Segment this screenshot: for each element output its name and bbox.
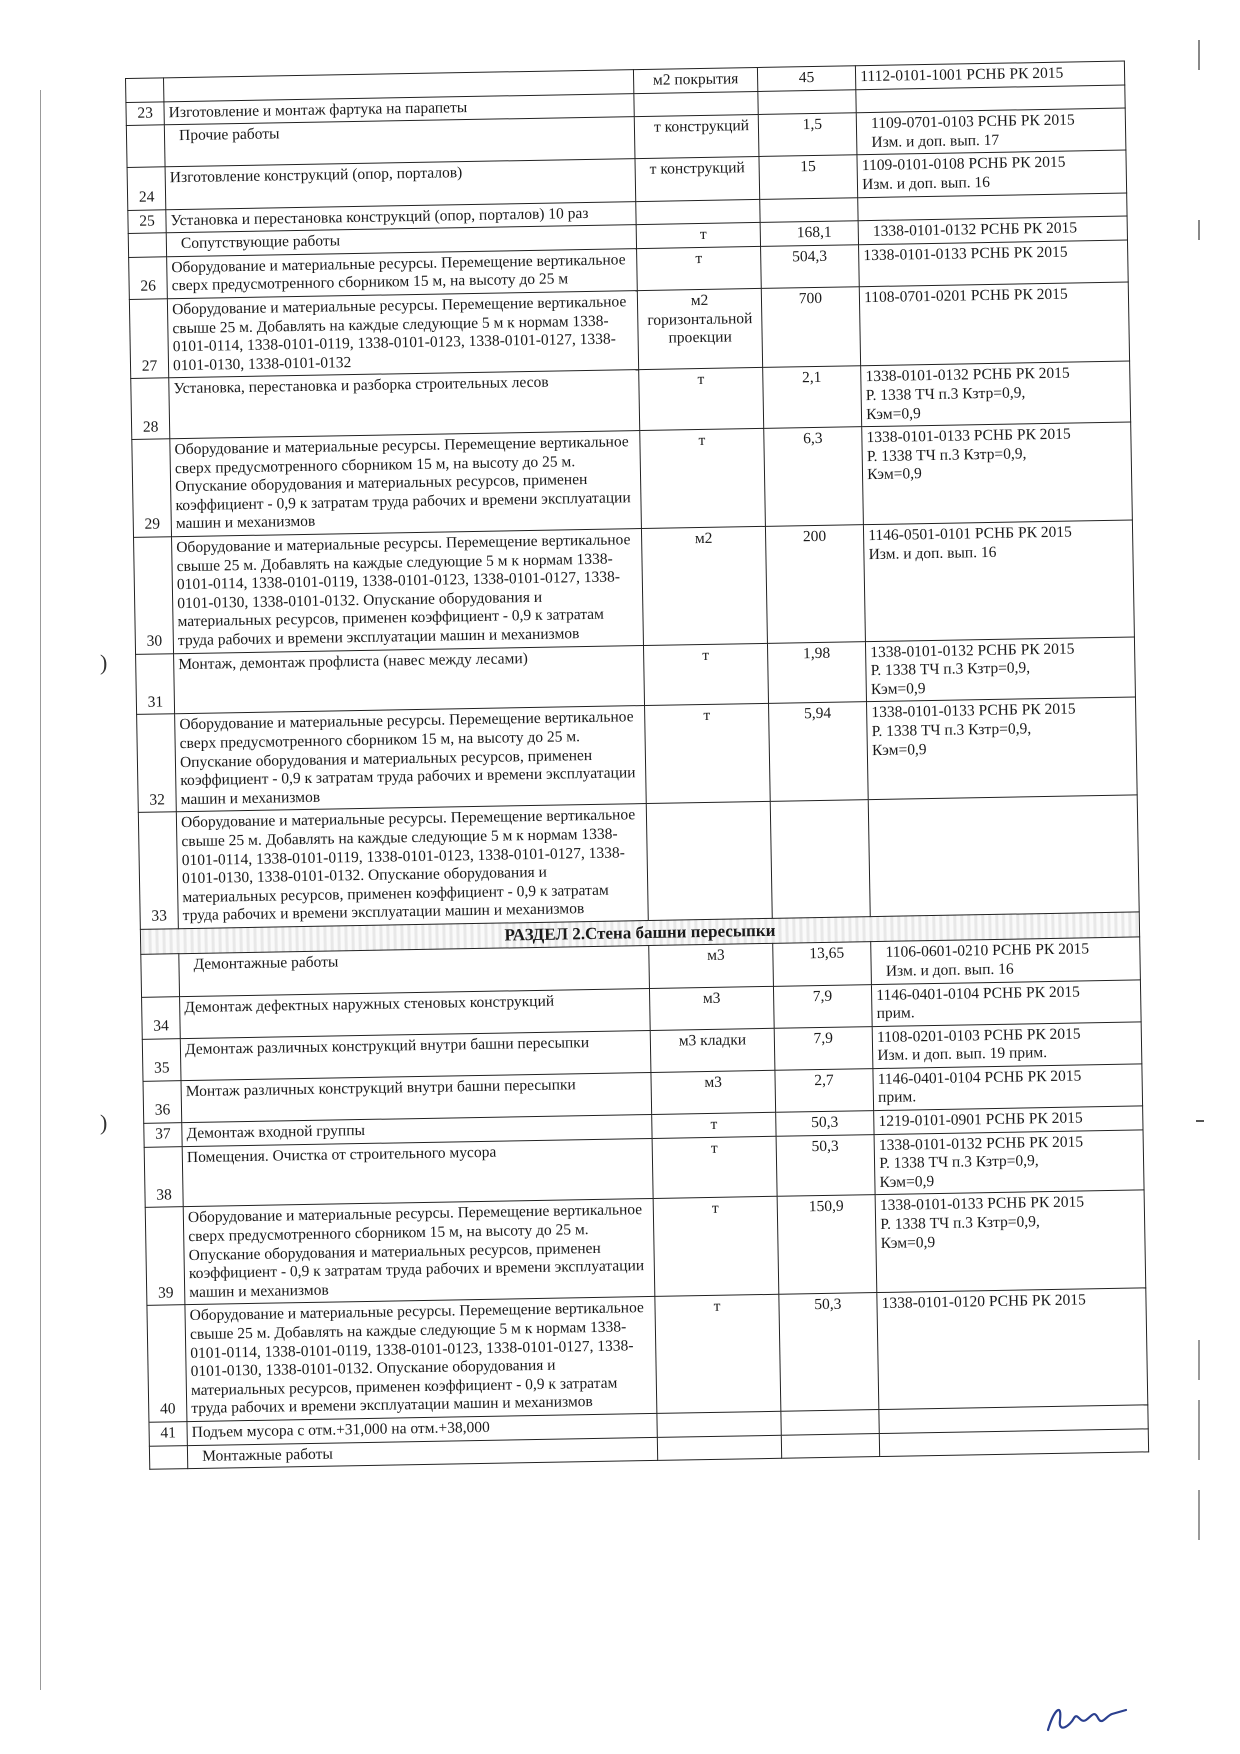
norm-code-line: Кэм=0,9 xyxy=(871,740,927,759)
quantity-cell: 15 xyxy=(759,155,858,199)
norm-code-line: 1338-0101-0133 РСНБ РК 2015 xyxy=(879,1193,1085,1215)
row-number xyxy=(141,954,180,997)
norm-code-cell xyxy=(874,1130,1144,1195)
norm-code-line: Кэм=0,9 xyxy=(879,1172,935,1191)
norm-code-line: 1338-0101-0132 РСНБ РК 2015 xyxy=(872,219,1078,241)
quantity-cell: 2,7 xyxy=(775,1068,874,1112)
table-row xyxy=(147,1288,1148,1422)
row-number xyxy=(149,1445,187,1469)
work-name: Оборудование и материальные ресурсы. Перемещение вертикальное свыше 25 м. Добавлять на каждые следующие 5 м к нормам 1338-0101-0114, 1338-0101-0119, 1338-0101-0123, 1338-0101-0127, 1338-0101-0130, 1338-0101-0132. Опускание оборудования и материальных ресурсов, применен коэффициент - 0,9 к затратам труда рабочих и времени эксплуатации машин и механизмов xyxy=(185,1297,657,1422)
norm-code-cell xyxy=(859,282,1129,366)
norm-code-cell xyxy=(879,1428,1148,1456)
work-name: Установка, перестановка и разборка строительных лесов xyxy=(169,370,640,439)
norm-code-cell xyxy=(866,637,1136,702)
row-number: 23 xyxy=(126,101,164,125)
quantity-cell: 6,3 xyxy=(763,427,863,527)
unit-cell: т xyxy=(652,1112,776,1138)
norm-code-line: 1338-0101-0120 РСНБ РК 2015 xyxy=(881,1291,1086,1313)
quantity-cell: 150,9 xyxy=(777,1195,877,1295)
norm-code-line: Р. 1338 ТЧ п.3 Кзтр=0,9, xyxy=(865,384,1026,405)
table-row xyxy=(145,1190,1146,1305)
unit-cell: т xyxy=(639,368,763,431)
quantity-cell xyxy=(781,1433,880,1458)
norm-code-line: 1146-0401-0104 РСНБ РК 2015 xyxy=(876,982,1081,1004)
row-number: 34 xyxy=(142,996,181,1039)
norm-code-cell xyxy=(867,697,1137,800)
norm-code-line: 1108-0701-0201 РСНБ РК 2015 xyxy=(863,285,1068,307)
norm-code-line: 1338-0101-0133 РСНБ РК 2015 xyxy=(866,425,1071,447)
quantity-cell: 5,94 xyxy=(768,702,868,802)
row-number: 39 xyxy=(145,1207,185,1306)
unit-cell: т xyxy=(644,643,768,706)
work-name: Демонтаж входной группы xyxy=(182,1115,653,1147)
norm-code-line: Кэм=0,9 xyxy=(866,404,921,423)
subsection-title: Монтажные работы xyxy=(187,1437,658,1469)
quantity-cell: 200 xyxy=(765,525,866,643)
row-number: 25 xyxy=(128,209,166,233)
norm-code-cell xyxy=(862,422,1132,525)
unit-cell xyxy=(647,802,772,921)
work-name: Оборудование и материальные ресурсы. Перемещение вертикальное свыше 25 м. Добавлять на каждые следующие 5 м к нормам 1338-0101-0114, 1338-0101-0119, 1338-0101-0123, 1338-0101-0127, 1338-0101-0130, 1338-0101-0132 xyxy=(167,291,639,379)
table-row xyxy=(134,520,1135,654)
row-number xyxy=(128,233,166,257)
norm-code-cell xyxy=(857,150,1127,197)
norm-code-line: прим. xyxy=(876,1004,915,1023)
norm-code-line: 1106-0601-0210 РСНБ РК 2015 xyxy=(885,940,1090,962)
quantity-cell xyxy=(757,89,856,114)
norm-code-line: 1112-0101-1001 РСНБ РК 2015 xyxy=(860,64,1064,86)
norm-code-line: 1219-0101-0901 РСНБ РК 2015 xyxy=(878,1109,1083,1131)
subsection-title: Прочие работы xyxy=(164,117,635,167)
row-number: 28 xyxy=(131,378,170,439)
table-row xyxy=(138,795,1139,929)
row-number: 37 xyxy=(144,1123,182,1147)
row-number: 31 xyxy=(136,653,175,714)
work-name: Оборудование и материальные ресурсы. Перемещение вертикальное сверх предусмотренного сборником 15 м, на высоту до 25 м. Опускание оборудования и материальных ресурсов, применен коэффициент - 0,9 к затратам труда рабочих и времени эксплуатации машин и механизмов xyxy=(170,431,642,537)
quantity-cell: 1,98 xyxy=(767,641,867,703)
work-name: Подъем мусора с отм.+31,000 на отм.+38,000 xyxy=(187,1413,658,1445)
norm-code-line: 1338-0101-0133 РСНБ РК 2015 xyxy=(871,700,1076,722)
unit-cell xyxy=(657,1411,781,1437)
quantity-cell xyxy=(770,800,871,918)
margin-mark: ) xyxy=(100,1110,108,1135)
norm-code-cell xyxy=(877,1288,1148,1409)
quantity-cell: 50,3 xyxy=(778,1293,879,1411)
table-row xyxy=(132,422,1133,537)
row-number xyxy=(126,78,164,102)
norm-code-line: Р. 1338 ТЧ п.3 Кзтр=0,9, xyxy=(871,720,1032,741)
work-name: Изготовление и монтаж фартука на парапеты xyxy=(164,93,635,125)
norm-code-cell xyxy=(861,361,1131,426)
work-name: Оборудование и материальные ресурсы. Перемещение вертикальное сверх предусмотренного сборником 15 м, на высоту до 25 м xyxy=(167,248,638,298)
unit-cell: м3 xyxy=(649,944,773,988)
estimate-table xyxy=(125,61,1149,1470)
quantity-cell: 2,1 xyxy=(762,366,862,428)
work-name: Изготовление конструкций (опор, порталов) xyxy=(165,159,636,209)
section-heading: РАЗДЕЛ 2.Стена башни пересыпки xyxy=(140,912,1139,955)
row-number xyxy=(126,125,165,168)
unit-cell: м3 xyxy=(651,1070,775,1114)
norm-code-cell xyxy=(859,240,1129,287)
norm-code-line: Р. 1338 ТЧ п.3 Кзтр=0,9, xyxy=(870,659,1031,680)
unit-cell xyxy=(658,1435,782,1461)
margin-mark: ) xyxy=(100,650,108,675)
unit-cell: т xyxy=(637,246,761,290)
scan-edge-marks xyxy=(1190,40,1210,1640)
norm-code-line: Изм. и доп. вып. 17 xyxy=(871,131,1000,151)
unit-cell: м2 покрытия xyxy=(634,67,758,93)
unit-cell: м2 xyxy=(642,526,767,645)
norm-code-line: 1338-0101-0132 РСНБ РК 2015 xyxy=(865,364,1070,386)
norm-code-line: 1338-0101-0132 РСНБ РК 2015 xyxy=(870,640,1075,661)
quantity-cell: 13,65 xyxy=(772,942,871,986)
norm-code-line: 1338-0101-0133 РСНБ РК 2015 xyxy=(863,243,1068,264)
subsection-title: Сопутствующие работы xyxy=(166,225,637,257)
row-number: 26 xyxy=(129,257,168,300)
work-name: Оборудование и материальные ресурсы. Перемещение вертикальное сверх предусмотренного сборником 15 м, на высоту до 25 м. Опускание оборудования и материальных ресурсов, применен коэффициент - 0,9 к затратам труда рабочих и времени эксплуатации машин и механизмов xyxy=(183,1199,655,1305)
norm-code-line: Изм. и доп. вып. 16 xyxy=(868,543,997,563)
norm-code-line: 1146-0401-0104 РСНБ РК 2015 xyxy=(877,1067,1082,1088)
row-number: 33 xyxy=(138,812,178,929)
norm-code-cell xyxy=(872,1022,1142,1069)
unit-cell xyxy=(636,199,760,225)
norm-code-line: 1109-0101-0108 РСНБ РК 2015 xyxy=(861,153,1066,175)
quantity-cell: 50,3 xyxy=(776,1134,876,1196)
quantity-cell xyxy=(781,1410,880,1435)
norm-code-line: Р. 1338 ТЧ п.3 Кзтр=0,9, xyxy=(880,1213,1040,1234)
work-name: Помещения. Очистка от строительного мусора xyxy=(182,1138,653,1207)
norm-code-line: Р. 1338 ТЧ п.3 Кзтр=0,9, xyxy=(879,1152,1039,1173)
unit-cell: т конструкций xyxy=(635,157,759,201)
quantity-cell: 7,9 xyxy=(773,984,872,1028)
norm-code-cell xyxy=(873,1064,1143,1111)
row-number: 38 xyxy=(144,1146,183,1207)
quantity-cell: 45 xyxy=(757,66,856,91)
unit-cell: т xyxy=(653,1136,777,1199)
norm-code-line: Кэм=0,9 xyxy=(867,465,922,484)
unit-cell: м2 горизонтальной проекции xyxy=(638,288,763,370)
norm-code-line: Изм. и доп. вып. 19 прим. xyxy=(877,1044,1048,1065)
table-row xyxy=(137,697,1138,812)
unit-cell xyxy=(634,91,758,117)
quantity-cell: 700 xyxy=(761,287,861,368)
norm-code-line: Изм. и доп. вып. 16 xyxy=(885,960,1014,980)
work-name: Оборудование и материальные ресурсы. Перемещение вертикальное свыше 25 м. Добавлять на каждые следующие 5 м к нормам 1338-0101-0114, 1338-0101-0119, 1338-0101-0123, 1338-0101-0127, 1338-0101-0130, 1338-0101-0132. Опускание оборудования и материальных ресурсов, применен коэффициент - 0,9 к затратам труда рабочих и времени эксплуатации машин и механизмов xyxy=(172,529,644,654)
work-name: Монтаж различных конструкций внутри башни пересыпки xyxy=(181,1072,652,1122)
quantity-cell: 7,9 xyxy=(774,1026,873,1070)
row-number: 29 xyxy=(132,439,172,538)
norm-code-line: 1338-0101-0132 РСНБ РК 2015 xyxy=(878,1133,1084,1154)
norm-code-cell xyxy=(868,795,1139,916)
unit-cell: т xyxy=(640,429,765,529)
work-name: Оборудование и материальные ресурсы. Перемещение вертикальное свыше 25 м. Добавлять на каждые следующие 5 м к нормам 1338-0101-0114, 1338-0101-0119, 1338-0101-0123, 1338-0101-0127, 1338-0101-0130, 1338-0101-0132. Опускание оборудования и материальных ресурсов, применен коэффициент - 0,9 к затратам труда рабочих и времени эксплуатации машин и механизмов xyxy=(176,804,648,929)
subsection-title: Демонтажные работы xyxy=(179,946,650,996)
norm-code-line: 1109-0701-0103 РСНБ РК 2015 xyxy=(870,111,1075,133)
quantity-cell: 50,3 xyxy=(775,1111,874,1136)
unit-cell: т xyxy=(645,704,770,804)
row-number: 41 xyxy=(149,1422,187,1446)
row-number: 35 xyxy=(142,1038,181,1081)
quantity-cell: 504,3 xyxy=(760,244,859,288)
norm-code-cell xyxy=(871,937,1141,984)
norm-code-line: Изм. и доп. вып. 16 xyxy=(862,173,991,194)
norm-code-line: прим. xyxy=(877,1088,917,1107)
quantity-cell xyxy=(759,197,858,222)
row-number: 24 xyxy=(127,167,166,210)
norm-code-line: Р. 1338 ТЧ п.3 Кзтр=0,9, xyxy=(866,445,1027,465)
unit-cell: т xyxy=(637,223,761,249)
unit-cell: м3 кладки xyxy=(651,1028,775,1072)
norm-code-line: 1146-0501-0101 РСНБ РК 2015 xyxy=(868,523,1072,545)
norm-code-cell xyxy=(856,108,1126,155)
work-name: Демонтаж дефектных наружных стеновых конструкций xyxy=(180,988,651,1038)
handwritten-signature xyxy=(1040,1690,1130,1740)
norm-code-cell xyxy=(875,1190,1145,1293)
unit-cell: т конструкций xyxy=(635,115,759,159)
norm-code-line: Кэм=0,9 xyxy=(870,679,926,698)
row-number: 32 xyxy=(137,714,177,813)
unit-cell: т xyxy=(654,1197,779,1297)
norm-code-line: Кэм=0,9 xyxy=(880,1233,936,1252)
norm-code-cell xyxy=(872,979,1142,1026)
work-name: Установка и перестановка конструкций (опор, порталов) 10 раз xyxy=(166,201,637,233)
norm-code-line: 1108-0201-0103 РСНБ РК 2015 xyxy=(876,1025,1081,1046)
row-number: 36 xyxy=(143,1081,182,1124)
work-name: Монтаж, демонтаж профлиста (навес между лесами) xyxy=(174,645,645,714)
row-number: 30 xyxy=(134,537,174,654)
quantity-cell: 168,1 xyxy=(760,221,859,246)
unit-cell: м3 xyxy=(650,986,774,1030)
unit-cell: т xyxy=(655,1295,780,1414)
row-number: 40 xyxy=(147,1305,187,1422)
estimate-table-body xyxy=(126,61,1149,1469)
norm-code-cell xyxy=(864,520,1135,641)
work-name: Оборудование и материальные ресурсы. Перемещение вертикальное сверх предусмотренного сборником 15 м, на высоту до 25 м. Опускание оборудования и материальных ресурсов, применен коэффициент - 0,9 к затратам труда рабочих и времени эксплуатации машин и механизмов xyxy=(175,706,647,812)
work-name: Демонтаж различных конструкций внутри башни пересыпки xyxy=(180,1030,651,1080)
row-number: 27 xyxy=(129,299,168,379)
page-edge-line xyxy=(40,90,41,1690)
quantity-cell: 1,5 xyxy=(758,113,857,157)
